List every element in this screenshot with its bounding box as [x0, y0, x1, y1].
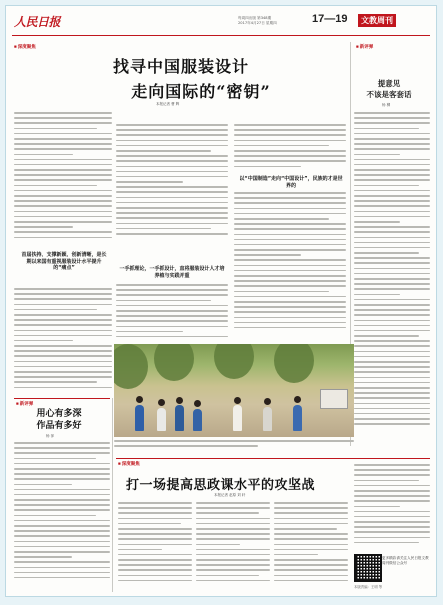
top-story-title: [66, 54, 296, 102]
top-story-title-line-2: 走向国际的“密钥”: [131, 82, 271, 101]
mid-box-body-text: [14, 442, 110, 590]
photo-tree: [274, 344, 314, 383]
photo-person: [293, 405, 302, 431]
photo-person-head: [176, 397, 183, 404]
issue-line-2: 2017年4月27日 星期四: [238, 20, 277, 25]
body-text-col-3b: [234, 192, 346, 342]
photo-tree: [214, 344, 254, 379]
bottom-body-col-1: [118, 502, 192, 592]
right-subhead: 以“中国制造”走向“中国设计”，民族的才是世界的: [239, 176, 343, 189]
page-footer: 本版责编：王明 等: [354, 585, 383, 589]
sidebar-tag: ■ 新评弹: [356, 44, 373, 50]
sidebar-title-line-2: 不该是客套话: [366, 90, 412, 99]
photo-board: [320, 389, 348, 409]
sidebar-byline: 杨 柳: [382, 103, 391, 107]
masthead-rule: [12, 35, 430, 36]
photo-tree: [114, 344, 148, 389]
mid-box-byline: 杨 萍: [46, 434, 55, 438]
photo-person: [263, 407, 272, 431]
bottom-story-byline: 本报记者 赵原 刘 轩: [214, 493, 246, 497]
photo-person: [193, 409, 202, 431]
masthead: [6, 6, 436, 36]
body-text-col-3: [234, 124, 346, 174]
page-numbers: 17—19: [312, 13, 348, 25]
photo-person: [233, 405, 242, 431]
photo-person-head: [194, 400, 201, 407]
bottom-body-col-4: [354, 464, 430, 550]
bottom-story-title: 打一场提高思政课水平的攻坚战: [126, 478, 316, 493]
news-photo: [114, 344, 354, 437]
left-subhead: 首届扶持、支撑新颖、创新清晰，是长期以来国有重视服装设计水平提升的“痛点”: [21, 252, 107, 271]
photo-caption: [114, 440, 354, 452]
body-text-col-2b: [116, 284, 228, 342]
photo-person: [175, 405, 184, 431]
issue-info: [238, 16, 277, 25]
top-story-tag: ■ 深度聚焦: [14, 44, 36, 50]
photo-tree: [154, 344, 194, 381]
top-story-title-line-1: 找寻中国服装设计: [112, 57, 249, 76]
body-text-col-2: [116, 124, 228, 244]
lower-left-divider: [112, 398, 113, 592]
qr-code-icon[interactable]: [354, 554, 382, 582]
photo-person-head: [264, 398, 271, 405]
mid-box-rule: [14, 398, 110, 399]
issue-line-1: 每周四出版 第348期: [238, 16, 272, 20]
sidebar-title-line-1: 提意见: [377, 79, 401, 88]
mid-box-title: [24, 408, 94, 432]
bottom-body-col-2: [196, 502, 270, 592]
mid-box-title-line-1: 用心有多深: [36, 409, 82, 419]
newspaper-logo: 人民日报: [14, 15, 61, 29]
newspaper-page: [6, 6, 436, 596]
photo-person: [157, 408, 166, 431]
mid-box-tag: ■ 新评弹: [16, 401, 33, 407]
bottom-body-col-3: [274, 502, 348, 592]
body-text-col-1: [14, 112, 112, 248]
section-name: 文教周刊: [358, 14, 396, 27]
photo-person-head: [136, 396, 143, 403]
sidebar-body-text: [354, 112, 430, 442]
sidebar-title: [354, 78, 424, 100]
qr-code-text: 更多精彩请关注人民日报文教周刊微信公众号: [382, 556, 429, 565]
mid-box-title-line-2: 作品有多好: [36, 421, 82, 431]
photo-person-head: [294, 396, 301, 403]
photo-person-head: [234, 397, 241, 404]
bottom-story-rule: [116, 458, 430, 459]
bottom-story-tag: ■ 深度聚焦: [118, 461, 140, 467]
top-story-byline: 本报记者 曹 辉: [156, 102, 180, 106]
photo-person: [135, 405, 144, 431]
body-text-col-1b: [14, 288, 112, 396]
center-subhead: 一手抓理论，一手抓设计，直将服装设计人才培养植与实践并重: [119, 266, 225, 279]
photo-person-head: [158, 399, 165, 406]
